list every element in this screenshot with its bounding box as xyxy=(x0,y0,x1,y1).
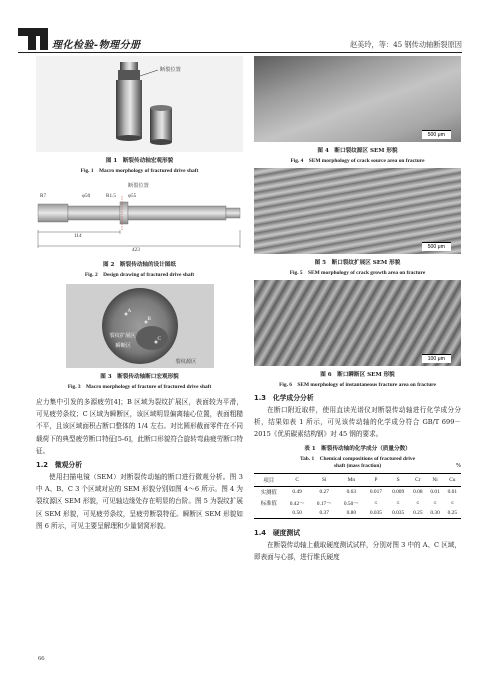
table-row xyxy=(254,498,461,509)
table1-header-cell: Ni xyxy=(426,473,443,486)
journal-logo-icon xyxy=(18,28,48,50)
table-row xyxy=(254,486,461,498)
table1-header-cell: 项目 xyxy=(254,473,284,486)
right-paragraph-3: 在断口附近取样，使用直读光谱仪对断裂传动轴进行化学成分分析，结果如表 1 所示，可见该传动轴的化学成分符合 GB/T 699－2015《优质碳素结构钢》对 45 钢的要求。 xyxy=(254,406,461,439)
fig3-fast-zone-label: 瞬断区 xyxy=(115,343,132,349)
fig5-caption-zh: 图 5 断口裂纹扩展区 SEM 形貌 xyxy=(314,260,401,266)
fig2-l423-label: 423 xyxy=(132,247,140,253)
table1-header-cell: Cr xyxy=(409,473,426,486)
fig2-l114-label: 114 xyxy=(74,233,82,239)
table1-header-cell: C xyxy=(284,473,311,486)
fig1-caption-zh: 图 1 断裂传动轴宏观形貌 xyxy=(105,158,174,164)
table1-header-cell: Cu xyxy=(444,473,461,486)
fig2-r7-label: R7 xyxy=(40,193,47,199)
table-cell: ≤ xyxy=(433,500,437,507)
table-cell: 0.30 xyxy=(426,509,443,519)
table-cell: 0.63 xyxy=(346,489,357,496)
fig2-d55-label: φ55 xyxy=(128,193,137,199)
fig6-sem-image xyxy=(254,280,461,366)
table1-title-en: Tab. 1 Chemical compositions of fractured drive xyxy=(300,455,415,462)
table-cell: 0.50 xyxy=(284,509,311,519)
fig4-scale-bar: 500 μm xyxy=(422,130,451,139)
table-cell: 0.009 xyxy=(392,489,405,496)
fig3-label-a: A xyxy=(127,308,132,314)
table1-unit: % xyxy=(455,462,461,469)
table-cell: 0.035 xyxy=(387,509,409,519)
table1-header-cell: Si xyxy=(311,473,338,486)
table-cell: 0.27 xyxy=(319,489,329,496)
table-cell: ≤ xyxy=(416,500,420,507)
page-number: 66 xyxy=(38,655,45,662)
table-row xyxy=(254,509,461,519)
fig1-caption-en: Fig. 1 Macro morphology of fractured drive shaft xyxy=(80,168,199,174)
table-cell: 0.49 xyxy=(292,489,302,496)
table-cell: 0.37 xyxy=(311,509,338,519)
fig2-caption-en: Fig. 2 Design drawing of fractured drive shaft xyxy=(84,272,195,278)
header-rule xyxy=(18,52,462,53)
section-1-2-heading: 1.2 微观分析 xyxy=(36,461,83,470)
fig1-shaft-image xyxy=(36,56,243,152)
fig3-label-c: C xyxy=(157,336,161,342)
table-cell: 0.25 xyxy=(444,509,461,519)
table1-block xyxy=(254,444,461,519)
table-cell: 0.035 xyxy=(365,509,387,519)
table1 xyxy=(254,473,461,519)
running-head: 赵美玲，等：45 钢传动轴断裂原因 xyxy=(349,40,462,49)
fig2-caption-zh: 图 2 断裂传动轴的设计图纸 xyxy=(103,262,176,268)
fig2-r15-label: R1.5 xyxy=(106,193,116,199)
fig5-sem-image xyxy=(254,168,461,254)
page-header xyxy=(0,0,480,54)
table-cell: 标准值 xyxy=(260,501,277,508)
table-cell: 0.01 xyxy=(447,489,458,496)
fig3-caption-en: Fig. 3 Macro morphology of fracture of fractured drive shaft xyxy=(67,384,212,390)
fig2-fracture-label: 断裂位置 xyxy=(128,183,149,189)
fig2-d50-label: φ50 xyxy=(82,193,91,199)
fig5-scale-bar: 500 μm xyxy=(422,242,451,251)
fig6-scale-bar: 100 μm xyxy=(422,354,451,363)
right-paragraph-4: 在断裂传动轴上截取硬度测试试样，分别对图 3 中的 A、C 区域，即表面与心部，进行维氏硬度 xyxy=(254,540,461,561)
table1-title-zh: 表 1 断裂传动轴的化学成分（质量分数） xyxy=(304,445,411,452)
right-column xyxy=(254,56,461,563)
fig1-fracture-label: 断裂位置 xyxy=(160,67,181,73)
section-1-3-heading: 1.3 化学成分分析 xyxy=(254,394,314,402)
table-cell: 0.25 xyxy=(409,509,426,519)
table1-header-cell: S xyxy=(387,473,409,486)
table-cell: 0.42～ xyxy=(289,501,305,508)
fig3-source-zone-label: 裂纹源区 xyxy=(175,359,197,365)
section-1-4-heading: 1.4 硬度测试 xyxy=(254,528,301,537)
table-cell: 0.017 xyxy=(369,489,383,496)
fig3-label-b: B xyxy=(147,316,151,322)
table-cell: 0.50～ xyxy=(343,501,359,508)
table-cell: ≤ xyxy=(450,500,454,507)
table-cell xyxy=(254,509,284,519)
table-cell: 0.17～ xyxy=(316,501,332,508)
table1-header-cell: P xyxy=(365,473,387,486)
fig1-photo xyxy=(36,56,243,152)
fig3-photo xyxy=(66,284,214,368)
table-cell: 0.01 xyxy=(430,489,440,496)
left-paragraph-2: 使用扫描电镜（SEM）对断裂传动轴的断口进行微观分析。图 3 中 A、B、C 3 个区域对应的 SEM 形貌分别如图 4～6 所示。图 4 为裂纹源区 SEM 形貌，可见轴边缘处存在明显的台阶。图 5 为裂纹扩展区 SEM 形貌，可见疲劳条纹，呈疲劳断裂特征。瞬断区 SEM 形貌如图 6 所示，可见主要呈解理和少量韧窝形貌。 xyxy=(36,473,243,530)
table-cell: ≤ xyxy=(396,500,400,507)
table-cell: ≤ xyxy=(374,500,378,507)
table-cell: 实测值 xyxy=(260,490,277,497)
fig2-drawing xyxy=(36,180,243,256)
fig3-caption-zh: 图 3 断裂传动轴断口宏观形貌 xyxy=(100,374,179,380)
table-cell: 0.08 xyxy=(413,489,423,496)
left-paragraph-1: 应力集中引发的多源疲劳[4]；B 区域为裂纹扩展区，表面较为平滑，可见疲劳条纹；C 区域为瞬断区，该区域明显偏离轴心位置，表面粗糙不平，且该区域面积占断口整体的 1/4 左右。对比圆形截面零件在不同载荷下的典型疲劳断口特征[5-6]，此断口形貌符合旋转弯曲疲劳断口特征。 xyxy=(36,398,243,455)
journal-name: 理化检验-物理分册 xyxy=(52,40,141,51)
fig4-caption-zh: 图 4 断口裂纹源区 SEM 形貌 xyxy=(317,148,398,154)
left-column xyxy=(36,56,243,532)
fig5-caption-en: Fig. 5 SEM morphology of crack growth area on fracture xyxy=(289,270,426,276)
fig4-sem-image xyxy=(254,56,461,142)
fig3-fracture-image xyxy=(66,284,214,368)
fig4-caption-en: Fig. 4 SEM morphology of crack source area on fracture xyxy=(290,158,425,164)
table-cell: 0.80 xyxy=(338,509,365,519)
fig2-design-drawing xyxy=(36,180,243,256)
table1-header-cell: Mn xyxy=(338,473,365,486)
table1-title-en-2: shaft (mass fraction) xyxy=(333,462,382,469)
fig6-caption-en: Fig. 6 SEM morphology of instantaneous fracture area on fracture xyxy=(279,382,436,388)
table1-header-row xyxy=(254,473,461,486)
fig6-caption-zh: 图 6 断口瞬断区 SEM 形貌 xyxy=(320,372,395,378)
fig3-crack-zone-label: 裂纹扩展区 xyxy=(109,333,136,339)
